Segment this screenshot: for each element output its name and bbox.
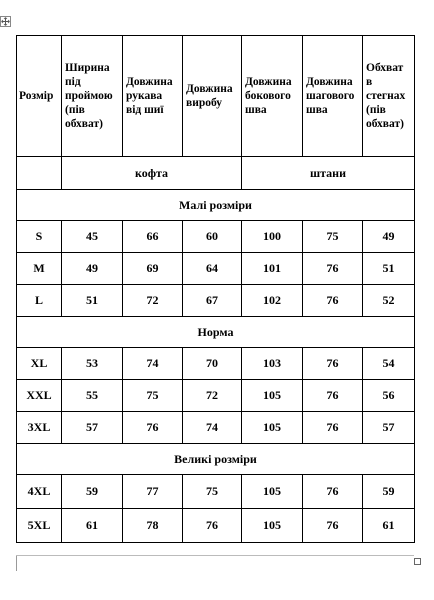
size-chart-table: [16, 35, 415, 543]
value-cell[interactable]: 57: [62, 412, 123, 444]
value-cell[interactable]: 51: [62, 285, 123, 317]
value-cell[interactable]: 51: [363, 253, 415, 285]
size-cell[interactable]: L: [17, 285, 62, 317]
value-cell[interactable]: 101: [242, 253, 303, 285]
section-title[interactable]: Великі розміри: [17, 444, 415, 475]
size-cell[interactable]: XXL: [17, 380, 62, 412]
section-row-normal: [17, 317, 415, 348]
value-cell[interactable]: 54: [363, 348, 415, 380]
value-cell[interactable]: 45: [62, 221, 123, 253]
value-cell[interactable]: 74: [183, 412, 242, 444]
value-cell[interactable]: 105: [242, 475, 303, 509]
header-cell-size[interactable]: Розмір: [17, 36, 62, 157]
size-cell[interactable]: 5XL: [17, 509, 62, 543]
value-cell[interactable]: 61: [363, 509, 415, 543]
value-cell[interactable]: 105: [242, 509, 303, 543]
size-cell[interactable]: XL: [17, 348, 62, 380]
value-cell[interactable]: 67: [183, 285, 242, 317]
value-cell[interactable]: 75: [183, 475, 242, 509]
table-row: [17, 412, 415, 444]
value-cell[interactable]: 72: [123, 285, 183, 317]
value-cell[interactable]: 76: [303, 380, 363, 412]
group-cell-bottom[interactable]: штани: [242, 157, 415, 190]
value-cell[interactable]: 76: [303, 348, 363, 380]
section-row-small: [17, 190, 415, 221]
value-cell[interactable]: 66: [123, 221, 183, 253]
value-cell[interactable]: 75: [123, 380, 183, 412]
header-row: [17, 36, 415, 157]
value-cell[interactable]: 59: [363, 475, 415, 509]
size-cell[interactable]: 3XL: [17, 412, 62, 444]
value-cell[interactable]: 55: [62, 380, 123, 412]
table-row: [17, 380, 415, 412]
table-row: [17, 348, 415, 380]
value-cell[interactable]: 75: [303, 221, 363, 253]
value-cell[interactable]: 76: [303, 475, 363, 509]
value-cell[interactable]: 59: [62, 475, 123, 509]
section-title[interactable]: Норма: [17, 317, 415, 348]
value-cell[interactable]: 60: [183, 221, 242, 253]
value-cell[interactable]: 64: [183, 253, 242, 285]
value-cell[interactable]: 76: [303, 253, 363, 285]
value-cell[interactable]: 105: [242, 380, 303, 412]
value-cell[interactable]: 52: [363, 285, 415, 317]
value-cell[interactable]: 100: [242, 221, 303, 253]
table-move-handle-icon[interactable]: [0, 16, 11, 27]
value-cell[interactable]: 76: [303, 412, 363, 444]
table-row: [17, 285, 415, 317]
header-cell-inseam[interactable]: Довжина шагового шва: [303, 36, 363, 157]
value-cell[interactable]: 49: [62, 253, 123, 285]
header-cell-hips[interactable]: Обхват в стегнах (пів обхват): [363, 36, 415, 157]
table-row: [17, 221, 415, 253]
value-cell[interactable]: 49: [363, 221, 415, 253]
value-cell[interactable]: 103: [242, 348, 303, 380]
value-cell[interactable]: 102: [242, 285, 303, 317]
value-cell[interactable]: 72: [183, 380, 242, 412]
header-cell-sleeve[interactable]: Довжина рукава від шиї: [123, 36, 183, 157]
value-cell[interactable]: 57: [363, 412, 415, 444]
size-cell[interactable]: M: [17, 253, 62, 285]
value-cell[interactable]: 69: [123, 253, 183, 285]
value-cell[interactable]: 77: [123, 475, 183, 509]
group-row: [17, 157, 415, 190]
value-cell[interactable]: 78: [123, 509, 183, 543]
group-cell-top[interactable]: кофта: [62, 157, 242, 190]
value-cell[interactable]: 76: [303, 285, 363, 317]
value-cell[interactable]: 53: [62, 348, 123, 380]
value-cell[interactable]: 76: [183, 509, 242, 543]
value-cell[interactable]: 105: [242, 412, 303, 444]
value-cell[interactable]: 70: [183, 348, 242, 380]
header-cell-width[interactable]: Ширина під проймою (пів обхват): [62, 36, 123, 157]
header-cell-side-seam[interactable]: Довжина бокового шва: [242, 36, 303, 157]
table-row: [17, 253, 415, 285]
header-cell-length[interactable]: Довжина виробу: [183, 36, 242, 157]
size-cell[interactable]: S: [17, 221, 62, 253]
document-margin-line: [16, 555, 17, 571]
section-row-large: [17, 444, 415, 475]
table-row: [17, 509, 415, 543]
value-cell[interactable]: 76: [123, 412, 183, 444]
section-title[interactable]: Малі розміри: [17, 190, 415, 221]
value-cell[interactable]: 56: [363, 380, 415, 412]
value-cell[interactable]: 76: [303, 509, 363, 543]
value-cell[interactable]: 61: [62, 509, 123, 543]
value-cell[interactable]: 74: [123, 348, 183, 380]
group-empty-cell[interactable]: [17, 157, 62, 190]
size-cell[interactable]: 4XL: [17, 475, 62, 509]
document-bottom-line: [16, 555, 414, 556]
end-of-cell-marker-icon: [414, 558, 421, 565]
table-row: [17, 475, 415, 509]
